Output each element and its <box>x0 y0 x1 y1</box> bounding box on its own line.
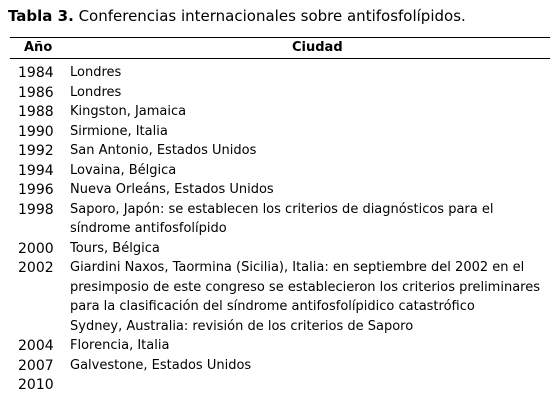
city-cell <box>70 63 548 83</box>
column-header-city: Ciudad <box>292 40 343 55</box>
city-text <box>70 375 548 395</box>
table-row <box>0 122 554 142</box>
city-cell <box>70 375 548 395</box>
table-row <box>0 239 554 259</box>
year-cell: 1986 <box>18 84 54 101</box>
city-text: Kingston, Jamaica <box>70 104 187 119</box>
table-row <box>0 200 554 239</box>
table-row <box>0 180 554 200</box>
city-text: Lovaina, Bélgica <box>70 162 177 178</box>
city-text: Florencia, Italia <box>70 338 170 353</box>
city-cell <box>70 336 548 356</box>
table-row <box>0 161 554 181</box>
table-top-rule <box>10 37 550 38</box>
table-row <box>0 141 554 161</box>
table-row <box>0 63 554 83</box>
city-text: Tours, Bélgica <box>70 240 160 256</box>
city-text: San Antonio, Estados Unidos <box>70 143 257 158</box>
city-cell <box>70 122 548 142</box>
city-text: Sirmione, Italia <box>70 123 168 139</box>
column-header-year: Año <box>24 40 53 55</box>
city-cell <box>70 102 548 122</box>
city-cell <box>70 83 548 103</box>
city-cell <box>70 141 548 161</box>
city-text: Saporo, Japón: se establecen los criterios de diagnósticos para el síndrome antifosfolípido <box>70 201 494 236</box>
city-text: Londres <box>70 84 122 100</box>
table-body <box>0 63 554 395</box>
year-cell: 2002 <box>18 260 54 276</box>
table-header-rule <box>10 58 550 59</box>
city-cell <box>70 258 548 336</box>
city-cell <box>70 180 548 200</box>
table-caption-text: Conferencias internacionales sobre antifosfolípidos. <box>78 7 466 25</box>
table-row <box>0 83 554 103</box>
city-text: Londres <box>70 65 122 80</box>
year-cell: 1998 <box>18 201 54 218</box>
table-row <box>0 258 554 336</box>
year-cell: 1984 <box>18 65 54 81</box>
table-row <box>0 375 554 395</box>
city-cell <box>70 161 548 181</box>
table-row <box>0 336 554 356</box>
table-caption-label: Tabla 3. <box>8 7 74 25</box>
city-text: Nueva Orleáns, Estados Unidos <box>70 182 274 197</box>
year-cell: 1994 <box>18 162 54 179</box>
year-cell: 1996 <box>18 182 54 198</box>
year-cell: 2010 <box>18 377 54 393</box>
city-text: Galvestone, Estados Unidos <box>70 357 252 373</box>
year-cell: 2007 <box>18 357 54 374</box>
year-cell: 2004 <box>18 338 54 354</box>
year-cell: 2000 <box>18 240 54 257</box>
table-row <box>0 356 554 376</box>
city-cell <box>70 239 548 259</box>
year-cell: 1992 <box>18 143 54 159</box>
table-caption <box>8 7 466 25</box>
year-cell: 1988 <box>18 104 54 120</box>
table-row <box>0 102 554 122</box>
city-cell <box>70 356 548 376</box>
city-text: Sydney, Australia: revisión de los criterios de Saporo <box>70 318 414 334</box>
city-cell <box>70 200 548 239</box>
year-cell: 1990 <box>18 123 54 140</box>
city-text: Giardini Naxos, Taormina (Sicilia), Italia: en septiembre del 2002 en el presimposio de este congreso se establecieron los criterios preliminares para la clasificación del síndrome antifosfolípidico catastrófico <box>70 260 540 314</box>
